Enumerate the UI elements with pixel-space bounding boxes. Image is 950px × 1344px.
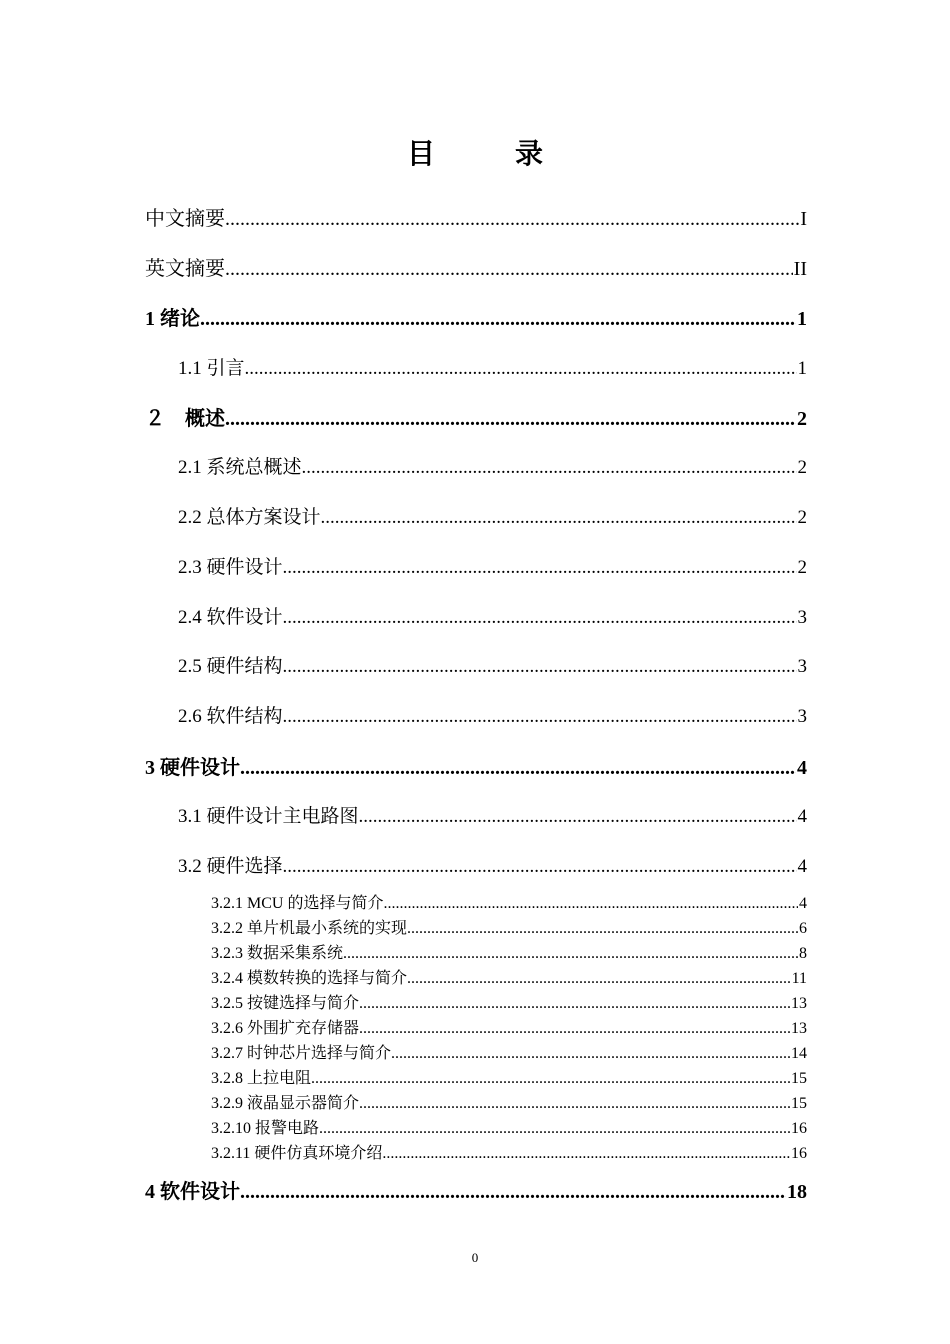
toc-entry-label: 3.2.2 单片机最小系统的实现 <box>211 920 408 937</box>
toc-entry[interactable] <box>145 402 807 431</box>
toc-entry[interactable] <box>211 990 807 1013</box>
toc-entry-page: 2 <box>797 457 807 478</box>
toc-leader-dots <box>359 995 790 1013</box>
toc-entry-page: 3 <box>797 656 807 677</box>
toc-entry-page: 1 <box>797 308 807 330</box>
toc-entry[interactable] <box>211 1040 807 1063</box>
toc-entry-label: 2.1 系统总概述 <box>178 457 302 478</box>
toc-entry[interactable] <box>178 701 807 728</box>
toc-entry[interactable] <box>211 1015 807 1038</box>
toc-entry-page: 13 <box>791 1020 807 1037</box>
toc-leader-dots <box>283 706 797 728</box>
toc-entry[interactable] <box>211 940 807 963</box>
toc-entry-label: 1 绪论 <box>145 308 200 330</box>
toc-entry[interactable] <box>178 353 807 380</box>
toc-entry-label: 3.2.8 上拉电阻 <box>211 1070 312 1087</box>
toc-entry-label: ２ 概述 <box>145 408 225 430</box>
toc-entry[interactable] <box>178 552 807 579</box>
toc-entry[interactable] <box>145 252 807 281</box>
toc-leader-dots <box>283 557 797 579</box>
toc-leader-dots <box>240 1181 786 1204</box>
toc-leader-dots <box>283 656 797 678</box>
toc-leader-dots <box>407 970 791 988</box>
toc-leader-dots <box>200 308 796 331</box>
toc-entry[interactable] <box>178 801 807 828</box>
toc-entry-label: 3.2.3 数据采集系统 <box>211 945 344 962</box>
toc-entry-page: 14 <box>791 1045 807 1062</box>
toc-leader-dots <box>383 895 798 913</box>
toc-entry-label: 英文摘要 <box>145 256 225 280</box>
toc-entry-label: 3.2.11 硬件仿真环境介绍 <box>211 1145 383 1162</box>
toc-entry[interactable] <box>178 851 807 878</box>
toc-leader-dots <box>359 806 797 828</box>
toc-entry-page: 2 <box>797 408 807 430</box>
toc-entry-label: 3.2.1 MCU 的选择与简介 <box>211 895 384 912</box>
toc-entry[interactable] <box>178 651 807 678</box>
toc-entry-page: 13 <box>791 995 807 1012</box>
toc-entry-page: 3 <box>797 706 807 727</box>
toc-entry-page: 4 <box>797 806 807 827</box>
toc-entry-label: 3.1 硬件设计主电路图 <box>178 806 359 827</box>
toc-entry-page: 3 <box>797 607 807 628</box>
toc-entry-page: 16 <box>791 1145 807 1162</box>
toc-leader-dots <box>359 1020 790 1038</box>
toc-entry-label: 3.2.9 液晶显示器简介 <box>211 1095 360 1112</box>
toc-leader-dots <box>225 258 793 281</box>
toc-entry-label: 3.2.5 按键选择与简介 <box>211 995 360 1012</box>
toc-entry-label: 1.1 引言 <box>178 358 245 379</box>
toc-leader-dots <box>283 607 797 629</box>
toc-entry-page: 6 <box>799 920 807 937</box>
toc-entry-page: I <box>800 208 807 230</box>
toc-entry[interactable] <box>178 602 807 629</box>
toc-entry-label: 3 硬件设计 <box>145 757 240 779</box>
toc-entry-label: 2.6 软件结构 <box>178 706 283 727</box>
toc-entry[interactable] <box>145 302 807 331</box>
toc-entry-page: 4 <box>799 895 807 912</box>
toc-leader-dots <box>225 408 796 431</box>
toc-entry-page: 18 <box>787 1181 807 1203</box>
toc-entry-page: 15 <box>791 1095 807 1112</box>
toc-leader-dots <box>225 208 799 231</box>
toc-entry-page: 8 <box>799 945 807 962</box>
toc-leader-dots <box>319 1120 790 1138</box>
toc-entry[interactable] <box>211 1090 807 1113</box>
toc-title: 目 录 <box>406 137 569 170</box>
toc-entry-label: 3.2.7 时钟芯片选择与简介 <box>211 1045 392 1062</box>
toc-entry-label: 4 软件设计 <box>145 1181 240 1203</box>
toc-entry[interactable] <box>211 965 807 988</box>
toc-entry[interactable] <box>211 1065 807 1088</box>
toc-entry-page: II <box>793 258 807 280</box>
toc-entry[interactable] <box>211 890 807 913</box>
toc-entry[interactable] <box>145 751 807 780</box>
toc-entry-page: 4 <box>797 856 807 877</box>
toc-leader-dots <box>302 457 797 479</box>
toc-leader-dots <box>407 920 798 938</box>
toc-leader-dots <box>321 507 797 529</box>
toc-entry-label: 3.2 硬件选择 <box>178 856 283 877</box>
toc-entry-page: 4 <box>797 757 807 779</box>
toc-entry-page: 15 <box>791 1070 807 1087</box>
toc-entry-page: 11 <box>791 970 807 987</box>
toc-leader-dots <box>283 856 797 878</box>
toc-entry[interactable] <box>178 452 807 479</box>
toc-entry-label: 3.2.10 报警电路 <box>211 1120 320 1137</box>
toc-leader-dots <box>343 945 798 963</box>
toc-leader-dots <box>391 1045 790 1063</box>
toc-entry[interactable] <box>145 202 807 231</box>
toc-entry-label: 2.4 软件设计 <box>178 607 283 628</box>
toc-entry-label: 2.2 总体方案设计 <box>178 507 321 528</box>
toc-entry-page: 1 <box>797 358 807 379</box>
toc-entry[interactable] <box>211 1115 807 1138</box>
toc-entry[interactable] <box>211 1140 807 1163</box>
toc-entry-label: 中文摘要 <box>145 206 225 230</box>
toc-leader-dots <box>240 757 796 780</box>
toc-leader-dots <box>245 358 797 380</box>
toc-entry[interactable] <box>178 502 807 529</box>
toc-leader-dots <box>359 1095 790 1113</box>
toc-entry[interactable] <box>211 915 807 938</box>
toc-entry-label: 3.2.4 模数转换的选择与简介 <box>211 970 408 987</box>
toc-leader-dots <box>382 1145 790 1163</box>
toc-entry-label: 2.3 硬件设计 <box>178 557 283 578</box>
toc-entry-page: 2 <box>797 507 807 528</box>
toc-entry-label: 3.2.6 外围扩充存储器 <box>211 1020 360 1037</box>
toc-entry-page: 2 <box>797 557 807 578</box>
page-number: 0 <box>471 1250 479 1265</box>
toc-entry[interactable] <box>145 1175 807 1204</box>
toc-leader-dots <box>311 1070 790 1088</box>
toc-entry-page: 16 <box>791 1120 807 1137</box>
toc-entry-label: 2.5 硬件结构 <box>178 656 283 677</box>
